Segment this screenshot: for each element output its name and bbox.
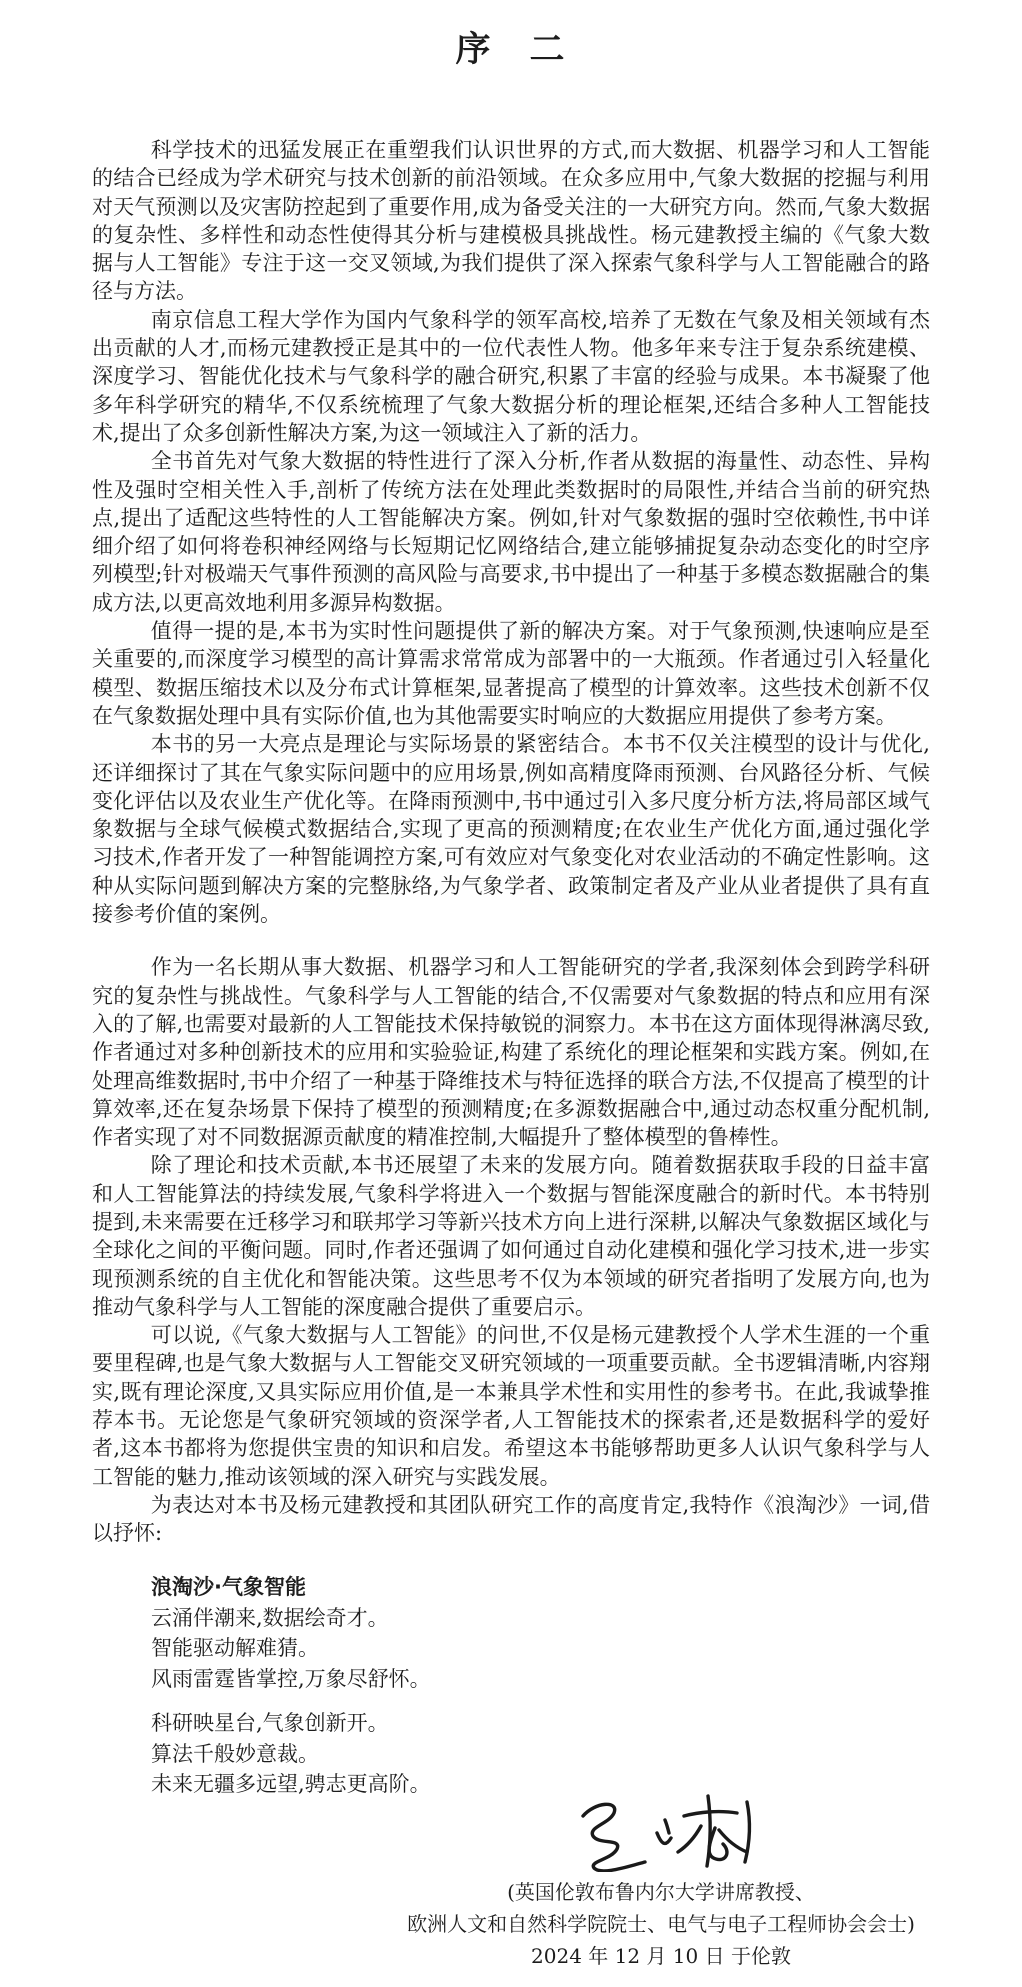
- poem-line: 风雨雷霆皆掌控,万象尽舒怀。: [151, 1666, 431, 1691]
- poem-line: 未来无疆多远望,骋志更高阶。: [151, 1772, 431, 1796]
- paragraph-2: 南京信息工程大学作为国内气象科学的领军高校,培养了无数在气象及相关领域有杰出贡献的人才,而杨元建教授正是其中的一位代表性人物。他多年来专注于复杂系统建模、深度学习、智能优化技术与气象科学的融合研究,积累了丰富的经验与成果。本书凝聚了他多年科学研究的精华,不仅系统梳理了气象大数据分析的理论框架,还结合多种人工智能技术,提出了众多创新性解决方案,为这一领域注入了新的活力。: [92, 307, 930, 445]
- paragraph-3: 全书首先对气象大数据的特性进行了深入分析,作者从数据的海量性、动态性、异构性及强时空相关性入手,剖析了传统方法在处理此类数据时的局限性,并结合当前的研究热点,提出了适配这些特性的人工智能解决方案。例如,针对气象数据的强时空依赖性,书中详细介绍了如何将卷积神经网络与长短期记忆网络结合,建立能够捕捉复杂动态变化的时空序列模型;针对极端天气事件预测的高风险与高要求,书中提出了一种基于多模态数据融合的集成方法,以更高效地利用多源异构数据。: [92, 449, 930, 615]
- poem-line: 云涌伴潮来,数据绘奇才。: [151, 1605, 389, 1630]
- poem-stanza-1: [151, 1603, 431, 1695]
- paragraph-4: 值得一提的是,本书为实时性问题提供了新的解决方案。对于气象预测,快速响应是至关重要的,而深度学习模型的高计算需求常常成为部署中的一大瓶颈。作者通过引入轻量化模型、数据压缩技术以及分布式计算框架,显著提高了模型的计算效率。这些技术创新不仅在气象数据处理中具有实际价值,也为其他需要实时响应的大数据应用提供了参考方案。: [92, 619, 930, 728]
- poem-line: 智能驱动解难猜。: [151, 1636, 319, 1660]
- paragraph-7: 除了理论和技术贡献,本书还展望了未来的发展方向。随着数据获取手段的日益丰富和人工智能算法的持续发展,气象科学将进入一个数据与智能深度融合的新时代。本书特别提到,未来需要在迁移学习和联邦学习等新兴技术方向上进行深耕,以解决气象数据区域化与全球化之间的平衡问题。同时,作者还强调了如何通过自动化建模和强化学习技术,进一步实现预测系统的自主优化和智能决策。这些思考不仅为本领域的研究者指明了发展方向,也为推动气象科学与人工智能的深度融合提供了重要启示。: [92, 1153, 930, 1319]
- poem-block: [151, 1572, 431, 1800]
- affiliation-line-2: 欧洲人文和自然科学院院士、电气与电子工程师协会会士): [407, 1912, 915, 1936]
- paragraph-5: 本书的另一大亮点是理论与实际场景的紧密结合。本书不仅关注模型的设计与优化,还详细探讨了其在气象实际问题中的应用场景,例如高精度降雨预测、台风路径分析、气候变化评估以及农业生产优化等。在降雨预测中,书中通过引入多尺度分析方法,将局部区域气象数据与全球气候模式数据结合,实现了更高的预测精度;在农业生产优化方面,通过强化学习技术,作者开发了一种智能调控方案,可有效应对气象变化对农业活动的不确定性影响。这种从实际问题到解决方案的完整脉络,为气象学者、政策制定者及产业从业者提供了具有直接参考价值的案例。: [92, 732, 930, 927]
- poem-title: 浪淘沙·气象智能: [151, 1575, 306, 1599]
- poem-line: 算法千般妙意裁。: [151, 1741, 319, 1766]
- page-title: 序 二: [455, 29, 567, 70]
- paragraph-1: 科学技术的迅猛发展正在重塑我们认识世界的方式,而大数据、机器学习和人工智能的结合已经成为学术研究与技术创新的前沿领域。在众多应用中,气象大数据的挖掘与利用对天气预测以及灾害防控起到了重要作用,成为备受关注的一大研究方向。然而,气象大数据的复杂性、多样性和动态性使得其分析与建模极具挑战性。杨元建教授主编的《气象大数据与人工智能》专注于这一交叉领域,为我们提供了深入探索气象科学与人工智能融合的路径与方法。: [92, 138, 930, 304]
- paragraph-9: 为表达对本书及杨元建教授和其团队研究工作的高度肯定,我特作《浪淘沙》一词,借以抒怀:: [92, 1492, 930, 1546]
- date-line: 2024 年 12 月 10 日 于伦敦: [531, 1944, 791, 1968]
- paragraph-8: 可以说,《气象大数据与人工智能》的问世,不仅是杨元建教授个人学术生涯的一个重要里程碑,也是气象大数据与人工智能交叉研究领域的一项重要贡献。全书逻辑清晰,内容翔实,既有理论深度,又具实际应用价值,是一本兼具学术性和实用性的参考书。在此,我诚挚推荐本书。无论您是气象研究领域的资深学者,人工智能技术的探索者,还是数据科学的爱好者,这本书都将为您提供宝贵的知识和启发。希望这本书能够帮助更多人认识气象科学与人工智能的魅力,推动该领域的深入研究与实践发展。: [92, 1323, 930, 1489]
- signature-image: [561, 1786, 761, 1872]
- affiliation-line-1: (英国伦敦布鲁内尔大学讲席教授、: [507, 1880, 815, 1904]
- poem-line: 科研映星台,气象创新开。: [151, 1711, 389, 1735]
- preface-body: [92, 136, 930, 1572]
- signature-block: [300, 1786, 1022, 1972]
- paragraph-6: 作为一名长期从事大数据、机器学习和人工智能研究的学者,我深刻体会到跨学科研究的复杂性与挑战性。气象科学与人工智能的结合,不仅需要对气象数据的特点和应用有深入的了解,也需要对最新的人工智能技术保持敏锐的洞察力。本书在这方面体现得淋漓尽致,作者通过对多种创新技术的应用和实验验证,构建了系统化的理论框架和实践方案。例如,在处理高维数据时,书中介绍了一种基于降维技术与特征选择的联合方法,不仅提高了模型的计算效率,还在复杂场景下保持了模型的预测精度;在多源数据融合中,通过动态权重分配机制,作者实现了对不同数据源贡献度的精准控制,大幅提升了整体模型的鲁棒性。: [92, 955, 930, 1150]
